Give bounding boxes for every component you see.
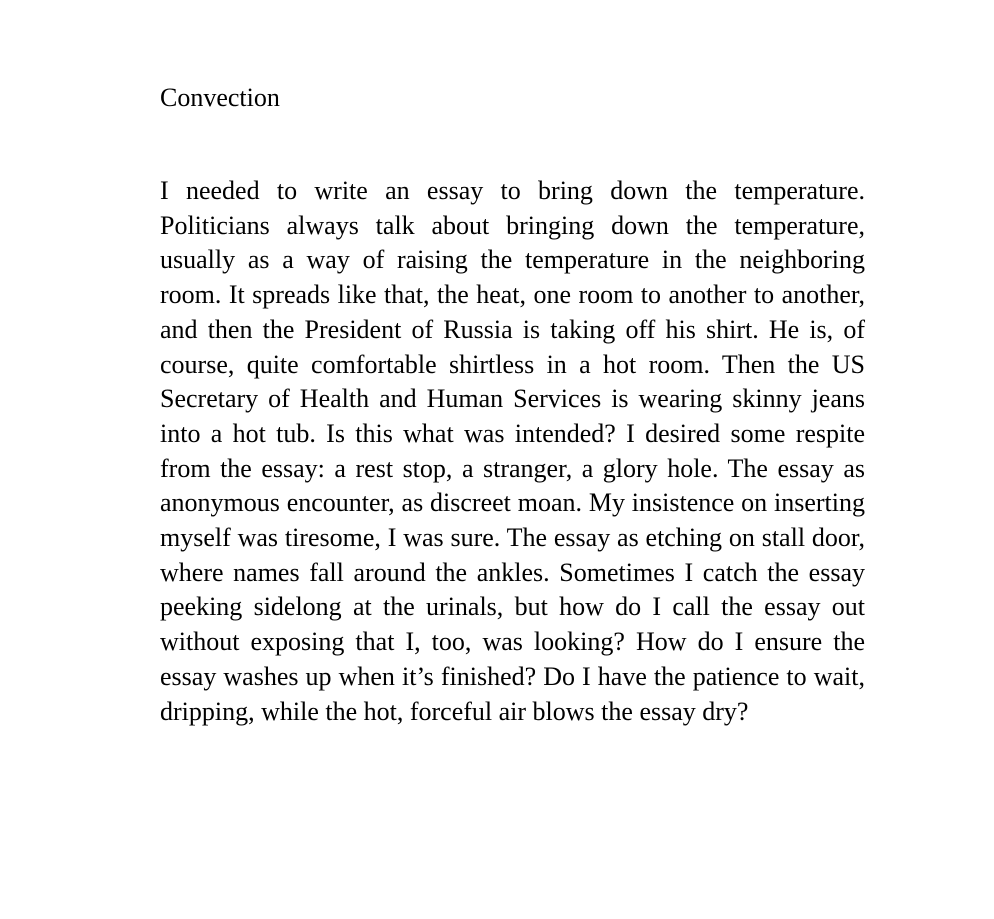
body-paragraph: I needed to write an essay to bring down the temperature. Politicians always talk about bringing down the temperature, usually as a way of raising the temperature in the neighboring room. It spreads like that, the heat, one room to another to another, and then the President of Russia is taking off his shirt. He is, of course, quite comfortable shirtless in a hot room. Then the US Secretary of Health and Human Services is wearing skinny jeans into a hot tub. Is this what was intended? I desired some respite from the essay: a rest stop, a stranger, a glory hole. The essay as anonymous encounter, as discreet moan. My insistence on inserting myself was tiresome, I was sure. The essay as etching on stall door, where names fall around the ankles. Sometimes I catch the essay peeking sidelong at the urinals, but how do I call the essay out without exposing that I, too, was looking? How do I ensure the essay washes up when it’s finished? Do I have the patience to wait, dripping, while the hot, forceful air blows the essay dry? [160,176,865,726]
document-title: Convection [160,83,280,112]
document-page [160,80,865,729]
